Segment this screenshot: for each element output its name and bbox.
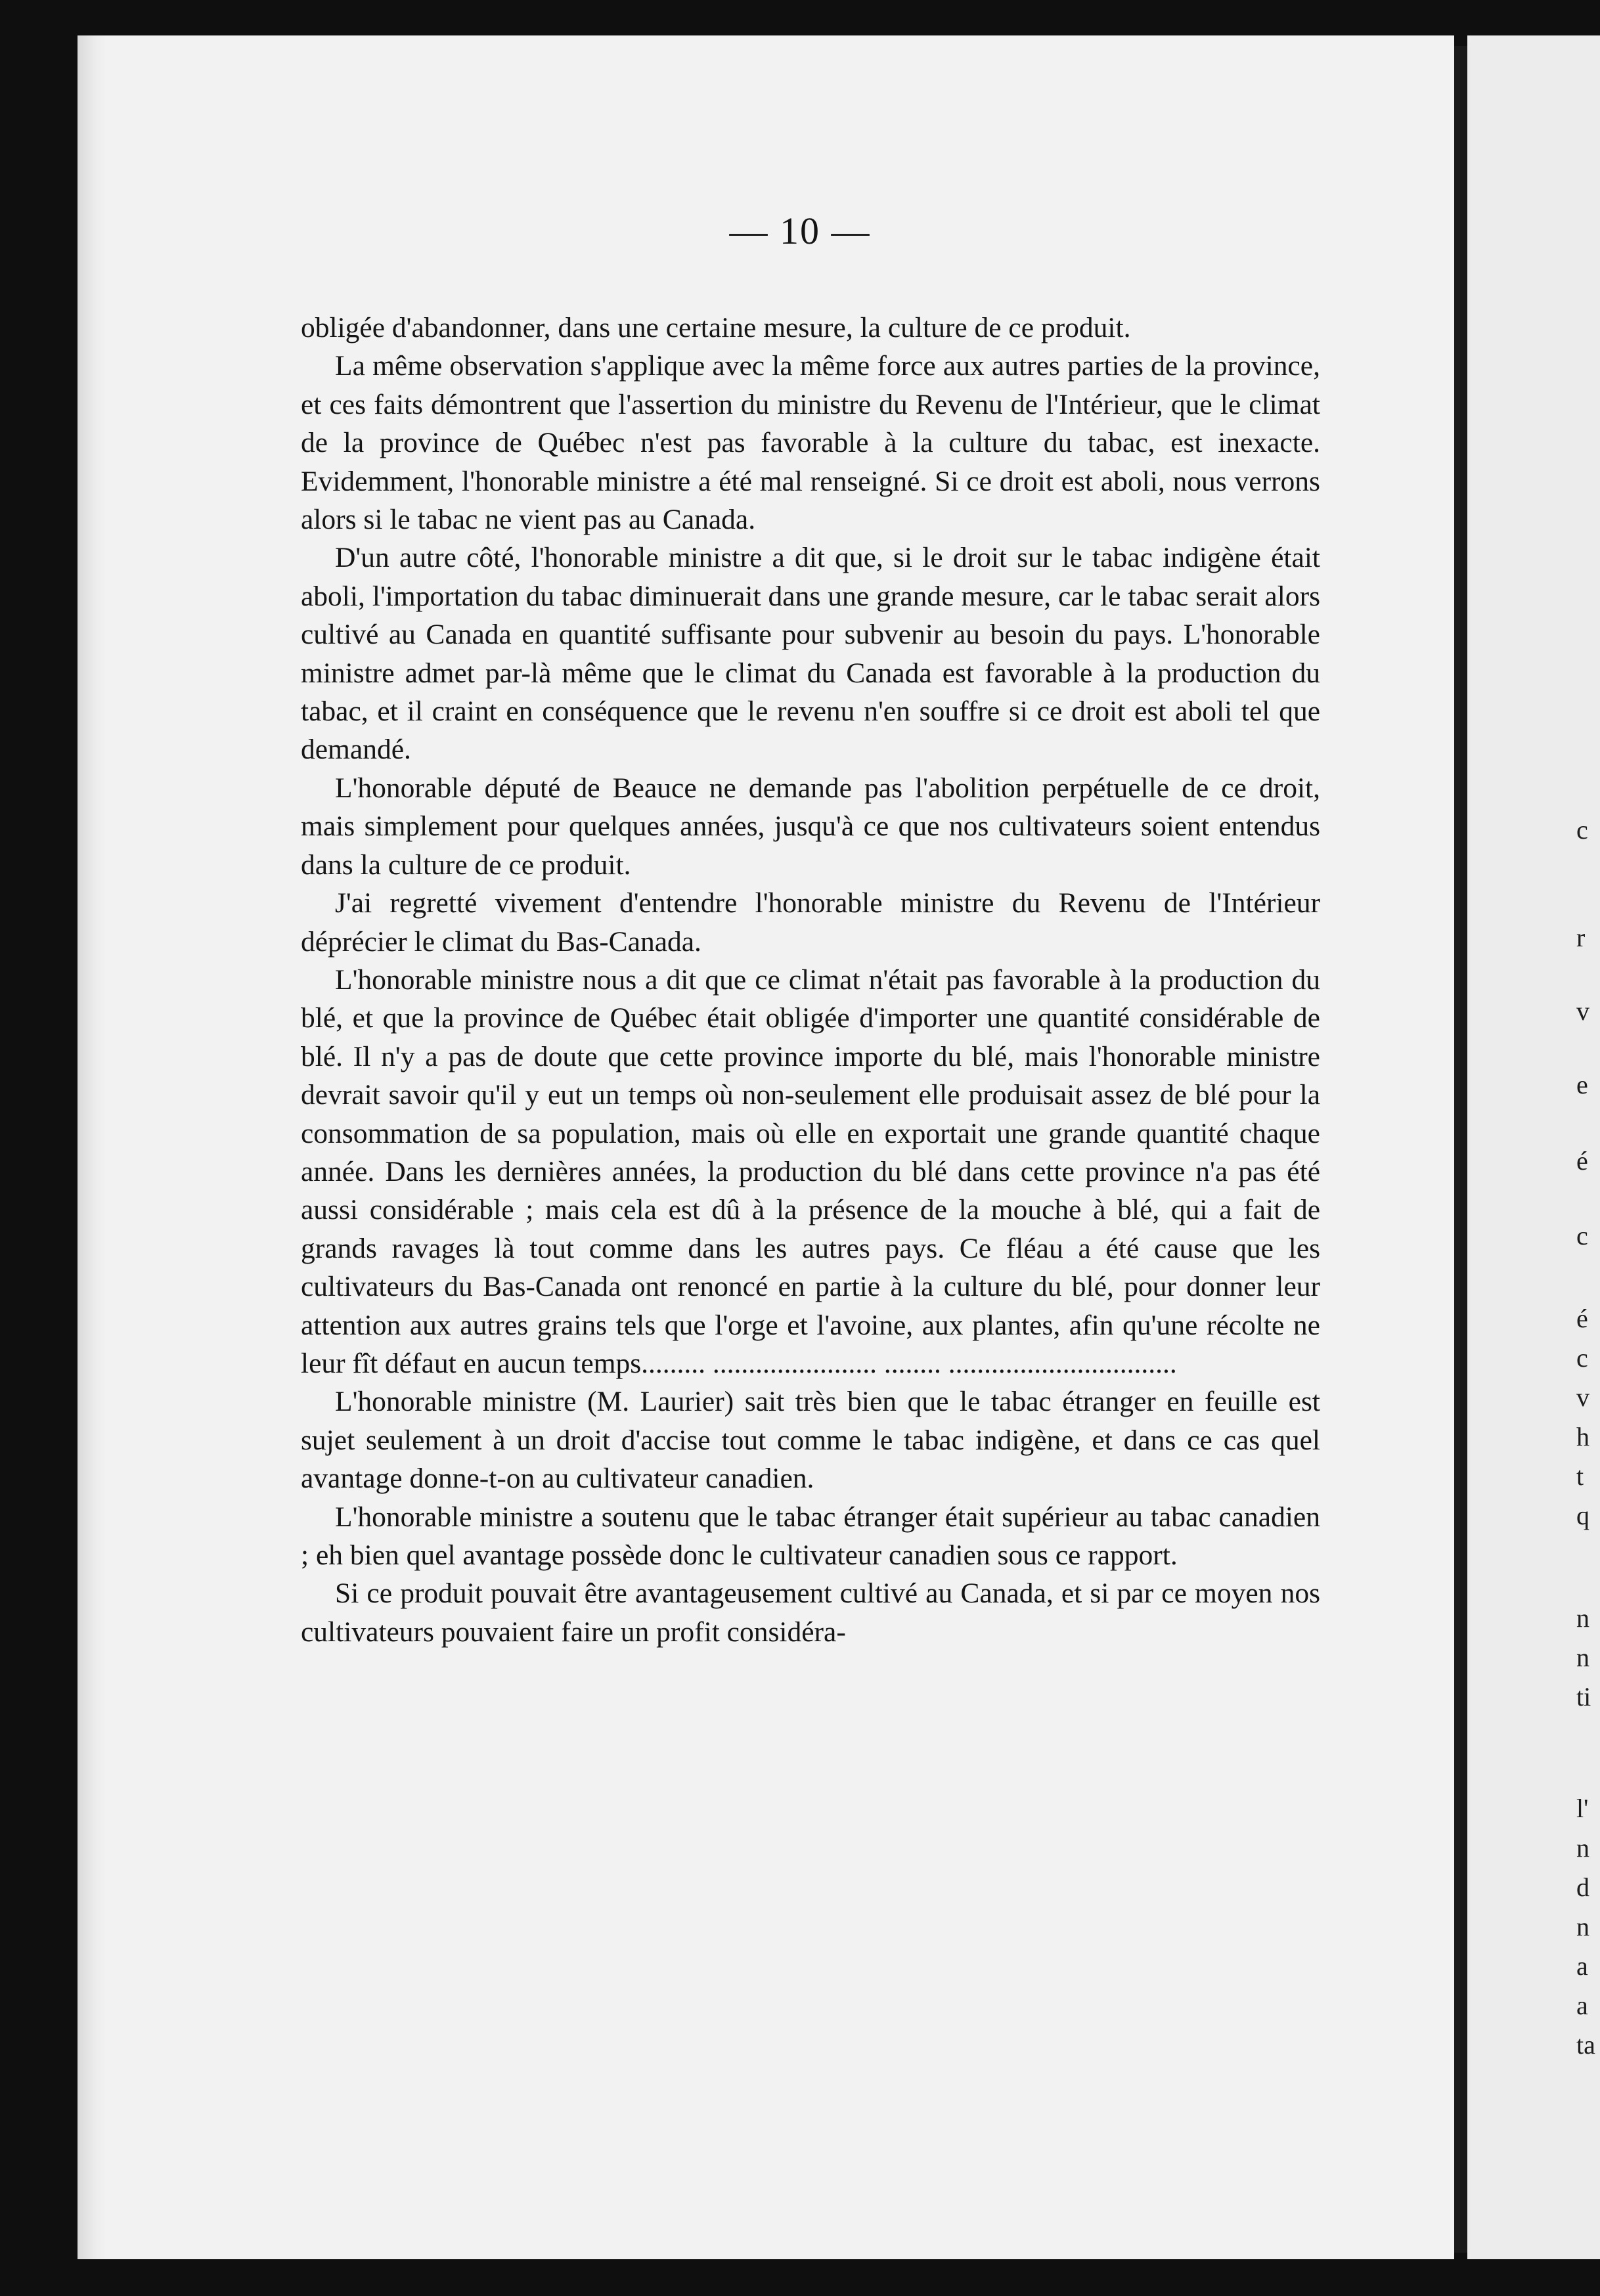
facing-page-fragment: v <box>1576 1382 1589 1412</box>
body-text <box>301 309 1320 1651</box>
facing-page-fragment: c <box>1576 1221 1588 1250</box>
page-number: — 10 — <box>729 210 871 252</box>
facing-page-fragment: l' <box>1576 1794 1589 1823</box>
facing-page-fragment: ta <box>1576 2030 1595 2060</box>
facing-page-fragment: é <box>1576 1146 1588 1176</box>
paragraph: obligée d'abandonner, dans une certaine mesure, la culture de ce produit. <box>301 312 1131 343</box>
facing-page-fragment: c <box>1576 1343 1588 1373</box>
facing-page-fragment: h <box>1576 1422 1589 1451</box>
paragraph: La même observation s'applique avec la même force aux autres parties de la province, et ces faits démontrent que l'assertion du ministre du Revenu de l'Intérieur, que le climat de la province de Québec n'est pas favorable à la culture du tabac, est inexacte. Evidemment, l'honorable ministre a été mal renseigné. Si ce droit est aboli, nous verrons alors si le tabac ne vient pas au Canada. <box>301 350 1320 536</box>
facing-page-fragment: t <box>1576 1461 1584 1491</box>
page-binding-shadow <box>78 35 106 2259</box>
facing-page-fragment: n <box>1576 1912 1589 1941</box>
facing-page-fragment: e <box>1576 1070 1588 1099</box>
paragraph: L'honorable ministre (M. Laurier) sait très bien que le tabac étranger en feuille est sujet seulement à un droit d'accise tout comme le tabac indigène, et dans ce cas quel avantage donne-t-on au cultivateur canadien. <box>301 1386 1320 1495</box>
facing-page-fragment: é <box>1576 1304 1588 1333</box>
facing-page-fragment: r <box>1576 923 1586 952</box>
facing-page-fragment: a <box>1576 1991 1588 2020</box>
paragraph: D'un autre côté, l'honorable ministre a dit que, si le droit sur le tabac indigène était aboli, l'importation du tabac diminuerait dans une grande mesure, car le tabac serait alors cultivé au Canada en quantité suffisante pour subvenir au besoin du pays. L'honorable ministre admet par-là même que le climat du Canada est favorable à la production du tabac, et il craint en conséquence que le revenu n'en souffre si ce droit est aboli tel que demandé. <box>301 542 1320 766</box>
facing-page-fragment: c <box>1576 815 1588 845</box>
facing-page-fragment: n <box>1576 1833 1589 1863</box>
facing-page-fragment: q <box>1576 1501 1589 1530</box>
facing-page-fragment: n <box>1576 1603 1589 1633</box>
paragraph: L'honorable ministre a soutenu que le tabac étranger était supérieur au tabac canadien ; eh bien quel avantage possède donc le cultivateur canadien sous ce rapport. <box>301 1501 1320 1571</box>
facing-page-fragment: d <box>1576 1872 1589 1902</box>
paragraph: L'honorable ministre nous a dit que ce climat n'était pas favorable à la production du blé, et que la province de Québec était obligée d'importer une quantité considérable de blé. Il n'y a pas de doute que cette province importe du blé, mais l'honorable ministre devrait savoir qu'il y eut un temps où non-seulement elle produisait assez de blé pour la consommation de sa population, mais où elle en exportait une grande quantité chaque année. Dans les dernières années, la production du blé dans cette province n'a pas été aussi considérable ; mais cela est dû à la présence de la mouche à blé, qui a fait de grands ravages là tout comme dans les autres pays. Ce fléau a été cause que les cultivateurs du Bas-Canada ont renoncé en partie à la culture du blé, pour donner leur attention aux autres grains tels que l'orge et l'avoine, aux plantes, afin qu'une récolte ne leur fît défaut en aucun temps......... ....................... ........ ................................ <box>301 963 1320 1379</box>
facing-page-fragment: ti <box>1576 1682 1591 1711</box>
facing-page <box>1467 35 1600 2259</box>
facing-page-fragment: a <box>1576 1951 1588 1981</box>
paragraph: J'ai regretté vivement d'entendre l'honorable ministre du Revenu de l'Intérieur déprécier le climat du Bas-Canada. <box>301 887 1320 958</box>
paragraph: L'honorable député de Beauce ne demande pas l'abolition perpétuelle de ce droit, mais simplement pour quelques années, jusqu'à ce que nos cultivateurs soient entendus dans la culture de ce produit. <box>301 772 1320 881</box>
facing-page-fragment: v <box>1576 996 1589 1026</box>
book-gutter <box>1454 46 1467 2253</box>
facing-page-fragment: n <box>1576 1643 1589 1672</box>
paragraph: Si ce produit pouvait être avantageusement cultivé au Canada, et si par ce moyen nos cultivateurs pouvaient faire un profit considéra- <box>301 1578 1320 1648</box>
